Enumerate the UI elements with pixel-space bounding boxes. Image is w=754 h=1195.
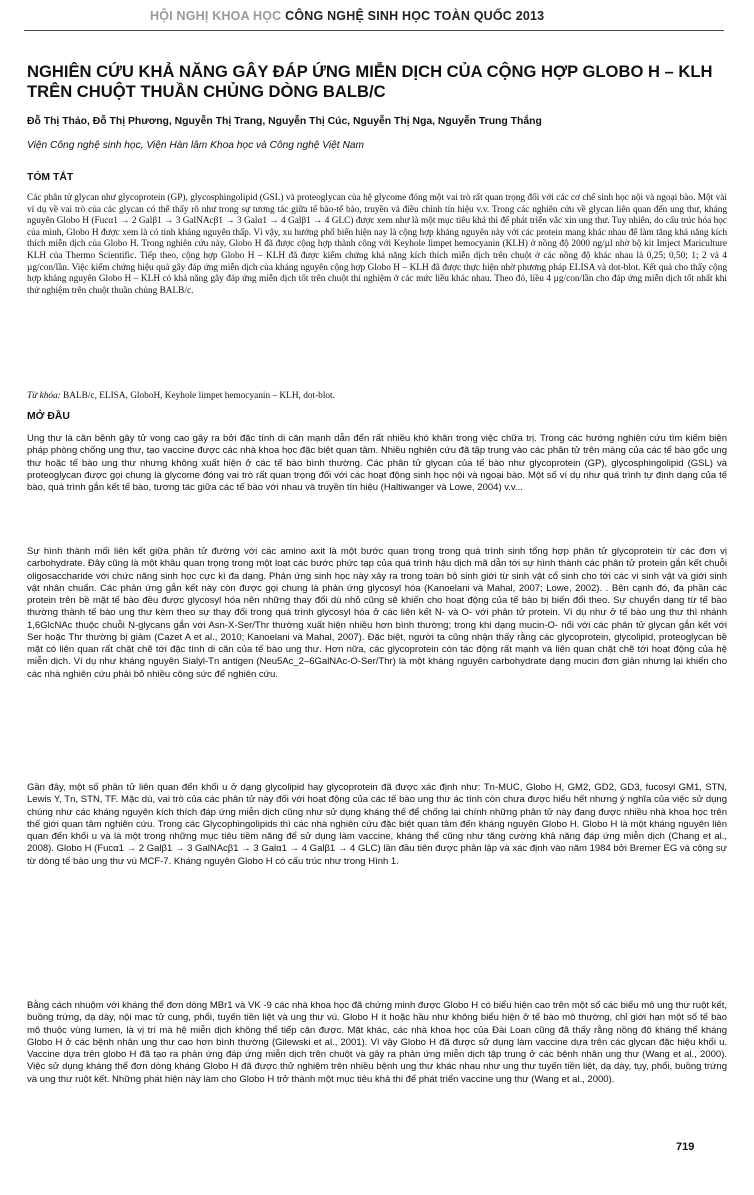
intro-paragraph-4: Bằng cách nhuộm với kháng thể đơn dòng MBr1 và VK -9 các nhà khoa học đã chứng minh được Globo H có biểu hiện cao trên một số các biểu mô ung thư ruột kết, buồng trứng, dạ dày, nội mạc tử cung, phổi, tuyến tiền liệt và ung thư vú. Globo H ít hoặc hầu như không biểu hiện ở tế bào mô thường, chỉ giới hạn một số tế bào mô thuộc vùng lumen, là vị trí mà hệ miễn dịch không thể tiếp cận được. Mặt khác, các nhà khoa học của Đài Loan cũng đã thấy rằng nồng độ kháng thể kháng Globo H ở các bệnh nhân ung thư cao hơn bình thường (Gilewski et al., 2001). Vì vậy Globo H đã được sử dụng làm vaccine dựa trên các glycan đặc hiệu khối u. Vaccine dựa trên globo H đã tạo ra phản ứng đáp ứng miễn dịch trên chuột và gây ra phản ứng miễn dịch tập trung ở các bệnh nhân ung thư (Wang et al., 2000). Việc sử dụng kháng thể đơn dòng kháng Globo H đã được thử nghiệm trên nhiều bệnh ung thư khác nhau như ung thư tuyến tiền liệt, dạ dày, tụy, phổi, buồng trứng và ung thư ruột kết. Những phát hiện này làm cho Globo H trở thành một mục tiêu khả thi để phát triển vaccine ung thư (Wang et al., 2000). [27, 1000, 727, 1085]
introduction-heading: MỞ ĐẦU [27, 411, 70, 422]
intro-paragraph-1: Ung thư là căn bệnh gây tử vong cao gây ra bởi đặc tính di căn mạnh dẫn đến rất nhiều khó khăn trong việc chữa trị. Trong các hướng nghiên cứu tìm kiếm biện pháp phòng chống ung thư, tạo vaccine được các nhà khoa học đặc biệt quan tâm. Nhiều nghiên cứu đã tập trung vào các phân tử trên màng của các tế bào gốc ung thư hoặc tế bào ung thư nhưng không xuất hiện ở các tế bào bình thường. Các phân tử glycan của tế bào như glycoprotein (GP), glycosphingolipid (GSL) và proteoglycan được gọi chung là glycome đóng vai trò rất quan trọng đối với các hoạt động sinh học nội và ngoại bào. Một số ví dụ như quá trình tự định dạng của tế bào, quá trình gắn kết tế bào, tương tác giữa các tế bào với nhau và truyền tín hiệu (Haltiwanger và Lowe, 2004) v.v... [27, 433, 727, 493]
author-list: Đỗ Thị Thảo, Đỗ Thị Phương, Nguyễn Thị Trang, Nguyễn Thị Cúc, Nguyễn Thị Nga, Nguyễn Trung Thắng [27, 116, 542, 127]
abstract-heading: TÓM TẮT [27, 172, 74, 183]
intro-paragraph-2: Sự hình thành mối liên kết giữa phân tử đường với các amino axit là một bước quan trọng trong quá trình sinh tổng hợp phân tử glycoprotein từ các đơn vị carbohydrate. Đây cũng là một khâu quan trọng trong một loạt các bước phức tạp của quá trình hậu dịch mã dẫn tới sự hình thành các phân tử protein gắn kết chuỗi oligosaccharide với chức năng sinh học cực kì đa dạng. Phản ứng sinh học này xảy ra trong toàn bộ sinh giới từ sinh vật cổ sinh cho tới các vi sinh vật và giới sinh vật nhân chuẩn. Các phản ứng gắn kết này còn được gọi chung là phản ứng glycosyl hóa (Kanoelani và Mahal, 2007; Lowe, 2002). . Bên cạnh đó, đa phần các protein trên bề mặt tế bào đều được glycosyl hóa nên những thay đổi dù nhỏ cũng sẽ khiến cho hoạt động của tế bào bị biến đổi theo. Sự chuyển dạng từ tế bào thường thành tế bào ung thư kèm theo sự thay đổi trong quá trình glycosyl hóa ở các liên kết N- và O- với phân tử protein. Ví dụ như ở tế bào ung thư thì nhánh 1,6GlcNAc thuộc chuỗi N-glycans gắn với Asn-X-Ser/Thr thường xuất hiện nhiều hơn bình thường; trong khi dạng mucin-O- nối với các phân tử glycan gắn kết với Ser hoặc Thr thường bị giảm (Cazet A et al., 2010; Kanoelani và Mahal, 2007). Đặc biệt, người ta cũng nhận thấy rằng các glycoprotein, glycolipid, proteoglycan bề mặt có liên quan rất chặt chẽ tới đặc tính di căn của tế bào ung thư. Hơn nữa, các glycoprotein còn tác động rất mạnh và liên quan chặt chẽ tới hoạt động của hệ miễn dịch. Ví dụ như kháng nguyên Sialyl-Tn antigen (Neu5Ac_2–6GalNAc-O-Ser/Thr) là một kháng nguyên carbohydrate dạng mucin đơn giản nhưng lại khiến cho các nhà nghiên cứu phải bỏ nhiều công sức để nghiên cứu. [27, 546, 727, 680]
intro-paragraph-3: Gần đây, một số phân tử liên quan đến khối u ở dạng glycolipid hay glycoprotein đã được xác định như: Tn-MUC, Globo H, GM2, GD2, GD3, fucosyl GM1, STN, Lewis Y, Tn, STN, TF. Mặc dù, vai trò của các phân tử này đối với hoạt động của các tế bào ung thư ác tính còn chưa được hiểu hết nhưng ý nghĩa của việc sử dụng chúng như các kháng nguyên kích thích đáp ứng miễn dịch cũng như sử dụng kháng thể để chống lại chính những phân tử này đang được nhiều nhà khoa học trên thế giới quan tâm nghiên cứu. Trong các Glycophingolipids thì các nhà nghiên cứu đặc biệt quan tâm đến kháng nguyên Globo H. Globo H là một kháng nguyên liên quan đến khối u và là một trong những mục tiêu tiềm năng để sử dụng làm vaccine, kháng thể cũng như tăng cường khả năng đáp ứng miễn dịch (Chang et al., 2008). Globo H (Fucα1 → 2 Galβ1 → 3 GalNAcβ1 → 3 Galα1 → 4 Galβ1 → 4 GLC) lần đầu tiên được phân lập và xác định vào năm 1984 bởi Bremer EG và cộng sự từ dòng tế bào ung thư vú MCF-7. Kháng nguyên Globo H có cấu trúc như trong Hình 1. [27, 782, 727, 867]
running-header [150, 9, 710, 23]
running-header-faded: HỘI NGHỊ KHOA HỌC [150, 9, 282, 23]
keywords [27, 391, 727, 403]
header-rule [24, 30, 724, 31]
conference-name: CÔNG NGHỆ SINH HỌC TOÀN QUỐC 2013 [285, 9, 545, 23]
keywords-list: BALB/c, ELISA, GloboH, Keyhole limpet hemocyanin – KLH, dot-blot. [60, 391, 335, 401]
keywords-label: Từ khóa: [27, 391, 61, 401]
abstract-text: Các phân tử glycan như glycoprotein (GP), glycosphingolipid (GSL) và proteoglycan của hệ glycome đóng một vai trò rất quan trọng đối với các cơ chế sinh học nội và ngoại bào. Một vài ví dụ về vai trò của các glycan có thể thấy rõ như trong sự tương tác giữa tế bào-tế bào, truyền và điều chỉnh tín hiệu v.v. Trong các nghiên cứu về glycan liên quan đến ung thư, kháng nguyên Globo H (Fucα1 → 2 Galβ1 → 3 GalNAcβ1 → 3 Galα1 → 4 Galβ1 → 4 GLC) được xem như là một mục tiêu khả thi để phát triển vắc xin ung thư. Tuy nhiên, do cấu trúc hóa học của mình, Globo H được xem là có tính kháng nguyên thấp. Vì vậy, xu hướng phổ biến hiện nay là cộng hợp kháng nguyên này với các protein mang khác nhau để làm tăng khả năng kích thích miễn dịch của Globo H. Trong nghiên cứu này, Globo H đã được cộng hợp thành công với Keyhole limpet hemocyanin (KLH) ở nồng độ 2000 ng/µl nhờ bộ kit Imject Mariculture KLH của Thermo Scientific. Tiếp theo, cộng hợp Globo H – KLH đã được kiểm chứng khả năng kích thích miễn dịch trên chuột ở các nồng độ khác nhau là 0,25; 0,50; 1; 2 và 4 µg/con/lần. Việc kiểm chứng hiệu quả gây đáp ứng miễn dịch của kháng nguyên cộng hợp Globo H – KLH đã được thực hiện nhờ phương pháp ELISA và dot-blot. Kết quả cho thấy cộng hợp kháng nguyên Globo H – KLH có khả năng gây đáp ứng miễn dịch tốt trên chuột thí nghiệm ở các mức liều khác nhau. Theo đó, liều 4 µg/con/lần cho đáp ứng miễn dịch tốt nhất khi thử nghiệm trên chuột thuần chủng BALB/c. [27, 193, 727, 296]
affiliation: Viện Công nghệ sinh học, Viện Hàn lâm Khoa học và Công nghệ Việt Nam [27, 140, 364, 151]
paper-title: NGHIÊN CỨU KHẢ NĂNG GÂY ĐÁP ỨNG MIỄN DỊCH CỦA CỘNG HỢP GLOBO H – KLH TRÊN CHUỘT THUẦN CHỦNG DÒNG BALB/C [27, 62, 713, 101]
page-number: 719 [676, 1141, 695, 1153]
